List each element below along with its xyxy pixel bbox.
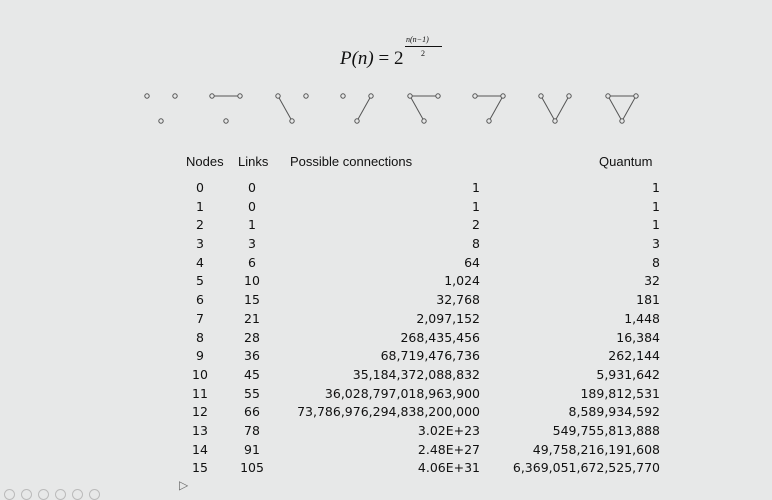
graph-diagrams (0, 0, 772, 140)
presentation-toolbar (4, 489, 100, 500)
menu-icon[interactable] (55, 489, 66, 500)
cell-possible-connections: 68,719,476,736 (380, 348, 480, 364)
data-table (0, 179, 772, 478)
formula-base: 2 (393, 48, 404, 69)
table-row (0, 291, 772, 310)
cell-links: 3 (248, 236, 256, 252)
cell-possible-connections: 268,435,456 (400, 329, 480, 345)
header-possible-connections: Possible connections (290, 154, 413, 169)
cell-nodes: 2 (196, 217, 204, 233)
cell-possible-connections: 2.48E+27 (417, 441, 480, 457)
cell-nodes: 9 (196, 348, 204, 364)
formula-lhs: P(n) (340, 48, 374, 69)
table-row (0, 366, 772, 385)
table-row (0, 198, 772, 217)
nav-next-icon[interactable] (21, 489, 32, 500)
cell-possible-connections: 4.06E+31 (417, 460, 480, 476)
cell-quantum: 262,144 (608, 348, 660, 364)
cell-quantum: 1,448 (624, 310, 660, 326)
cell-nodes: 14 (192, 441, 208, 457)
cell-possible-connections: 32,768 (436, 292, 480, 308)
cell-possible-connections: 2 (472, 217, 480, 233)
cell-quantum: 32 (644, 273, 660, 289)
cell-links: 6 (248, 254, 256, 270)
cell-nodes: 12 (192, 404, 208, 420)
graph-1-link-c (341, 94, 373, 123)
cell-nodes: 11 (192, 385, 208, 401)
graph-1-link (210, 94, 242, 123)
cell-nodes: 15 (192, 460, 208, 476)
formula-exp-numerator: n(n−1) (406, 35, 429, 44)
cell-links: 10 (244, 273, 260, 289)
table-row (0, 329, 772, 348)
nav-prev-icon[interactable] (4, 489, 15, 500)
cell-links: 66 (244, 404, 260, 420)
cell-quantum: 1 (652, 198, 660, 214)
cell-quantum: 549,755,813,888 (552, 422, 660, 438)
table-row (0, 254, 772, 273)
graph-1-link-b (276, 94, 308, 123)
table-row (0, 272, 772, 291)
graph-2-links-b (473, 94, 505, 123)
graph-2-links-c (539, 94, 571, 123)
table-row (0, 441, 772, 460)
cell-links: 45 (244, 366, 260, 382)
pen-icon[interactable] (38, 489, 49, 500)
cell-possible-connections: 73,786,976,294,838,200,000 (297, 404, 480, 420)
table-row (0, 235, 772, 254)
cell-possible-connections: 1 (472, 180, 480, 195)
cell-possible-connections: 36,028,797,018,963,900 (324, 385, 480, 401)
more-icon[interactable] (89, 489, 100, 500)
cell-quantum: 6,369,051,672,525,770 (512, 460, 660, 476)
table-row (0, 422, 772, 441)
table-row (0, 459, 772, 478)
cell-possible-connections: 64 (464, 254, 480, 270)
table-row (0, 310, 772, 329)
cell-nodes: 1 (196, 198, 204, 214)
cell-links: 15 (244, 292, 260, 308)
cell-nodes: 7 (196, 310, 204, 326)
header-nodes: Nodes (186, 154, 224, 169)
cell-nodes: 4 (196, 254, 204, 270)
cell-possible-connections: 35,184,372,088,832 (352, 366, 480, 382)
cell-quantum: 5,931,642 (596, 366, 660, 382)
formula-equals: = (378, 48, 390, 69)
cell-quantum: 1 (652, 217, 660, 233)
table-row (0, 385, 772, 404)
cell-possible-connections: 1,024 (444, 273, 480, 289)
cell-nodes: 6 (196, 292, 204, 308)
cell-possible-connections: 8 (472, 236, 480, 252)
cell-links: 55 (244, 385, 260, 401)
cell-quantum: 1 (652, 180, 660, 195)
graph-0-links (145, 94, 177, 123)
cell-quantum: 181 (636, 292, 660, 308)
cell-nodes: 3 (196, 236, 204, 252)
cell-links: 91 (244, 441, 260, 457)
cell-quantum: 3 (652, 236, 660, 252)
cell-links: 28 (244, 329, 260, 345)
cell-links: 1 (248, 217, 256, 233)
graph-2-links-a (408, 94, 440, 123)
table-row (0, 179, 772, 198)
cell-links: 21 (244, 310, 260, 326)
cell-nodes: 5 (196, 273, 204, 289)
cell-quantum: 16,384 (616, 329, 660, 345)
zoom-icon[interactable] (72, 489, 83, 500)
cell-links: 36 (244, 348, 260, 364)
cell-links: 0 (248, 180, 256, 195)
header-quantum: Quantum (599, 154, 653, 169)
cell-quantum: 8,589,934,592 (568, 404, 660, 420)
table-row (0, 403, 772, 422)
cell-nodes: 8 (196, 329, 204, 345)
cell-links: 105 (240, 460, 264, 476)
cell-links: 78 (244, 422, 260, 438)
graph-3-links (606, 94, 638, 123)
cell-quantum: 8 (652, 254, 660, 270)
cell-nodes: 10 (192, 366, 208, 382)
cell-nodes: 13 (192, 422, 208, 438)
cell-possible-connections: 3.02E+23 (417, 422, 480, 438)
header-links: Links (238, 154, 269, 169)
cell-links: 0 (248, 198, 256, 214)
mouse-pointer-icon: ▷ (179, 478, 189, 492)
cell-quantum: 189,812,531 (580, 385, 660, 401)
cell-possible-connections: 2,097,152 (416, 310, 480, 326)
cell-nodes: 0 (196, 180, 204, 195)
cell-possible-connections: 1 (472, 198, 480, 214)
table-row (0, 216, 772, 235)
formula-exp-denominator: 2 (421, 49, 425, 58)
cell-quantum: 49,758,216,191,608 (532, 441, 660, 457)
table-row (0, 347, 772, 366)
